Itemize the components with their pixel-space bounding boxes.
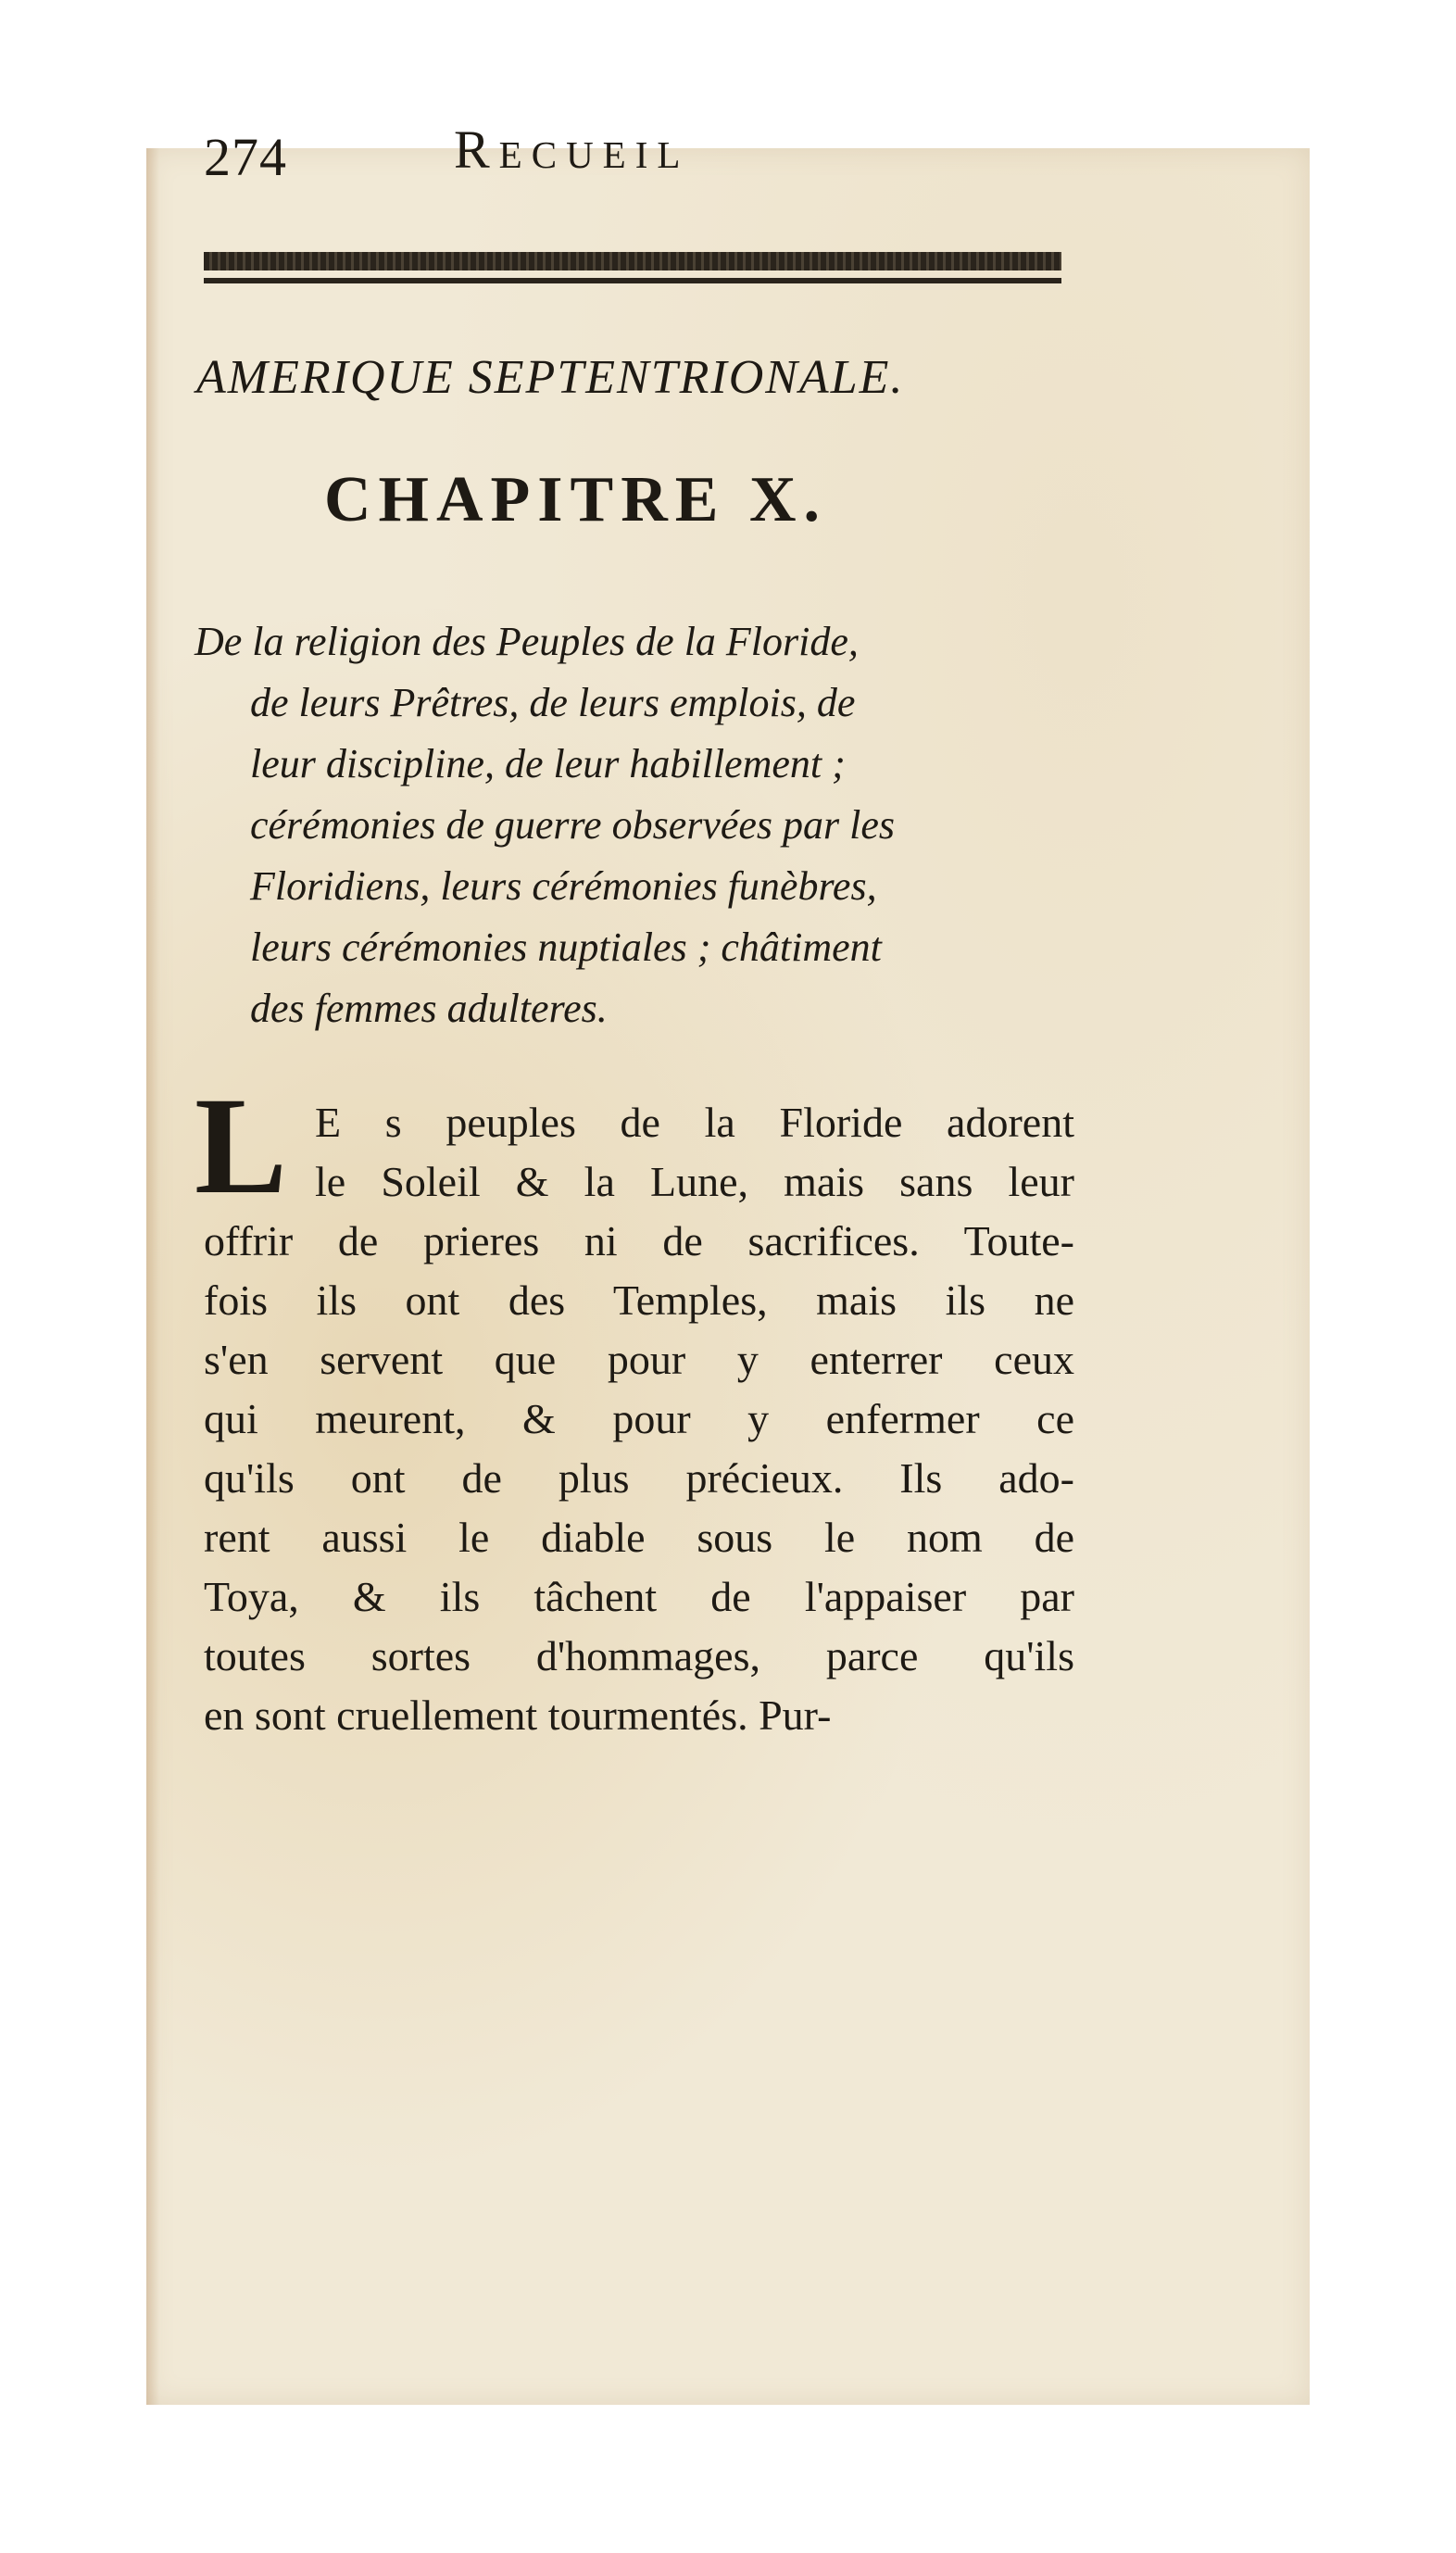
summary-line: leur discipline, de leur habillement ; xyxy=(250,741,846,786)
running-title: Recueil xyxy=(454,119,690,180)
body-line: qui meurent, & pour y enfermer ce xyxy=(204,1395,1074,1442)
summary-line: des femmes adulteres. xyxy=(250,986,608,1031)
body-line: rent aussi le diable sous le nom de xyxy=(204,1514,1074,1561)
summary-line: Floridiens, leurs cérémonies funèbres, xyxy=(250,863,877,909)
chapter-summary xyxy=(195,611,1084,1039)
body-line: fois ils ont des Temples, mais ils ne xyxy=(204,1276,1074,1324)
body-line: E s peuples de la Floride adorent xyxy=(315,1099,1074,1146)
header-rule-thick xyxy=(204,252,1061,270)
body-line: offrir de prieres ni de sacrifices. Toute- xyxy=(204,1217,1074,1264)
body-line: qu'ils ont de plus précieux. Ils ado- xyxy=(204,1454,1074,1502)
body-line: Toya, & ils tâchent de l'appaiser par xyxy=(204,1573,1074,1620)
page-header xyxy=(204,119,1065,193)
drop-cap: L xyxy=(195,1069,288,1223)
summary-line: De la religion des Peuples de la Floride, xyxy=(195,619,859,664)
summary-line: leurs cérémonies nuptiales ; châtiment xyxy=(250,924,882,970)
body-paragraph xyxy=(204,1093,1074,1745)
summary-line: de leurs Prêtres, de leurs emplois, de xyxy=(250,680,856,725)
body-line: en sont cruellement tourmentés. Pur- xyxy=(204,1692,832,1739)
region-title: AMERIQUE SEPTENTRIONALE. xyxy=(196,351,905,404)
chapter-title: CHAPITRE X. xyxy=(324,464,828,535)
body-line: toutes sortes d'hommages, parce qu'ils xyxy=(204,1632,1074,1679)
header-rule-thin xyxy=(204,278,1061,283)
summary-line: cérémonies de guerre observées par les xyxy=(250,802,896,848)
page-number: 274 xyxy=(204,127,287,187)
body-line: s'en servent que pour y enterrer ceux xyxy=(204,1336,1074,1383)
body-line: le Soleil & la Lune, mais sans leur xyxy=(315,1158,1074,1205)
